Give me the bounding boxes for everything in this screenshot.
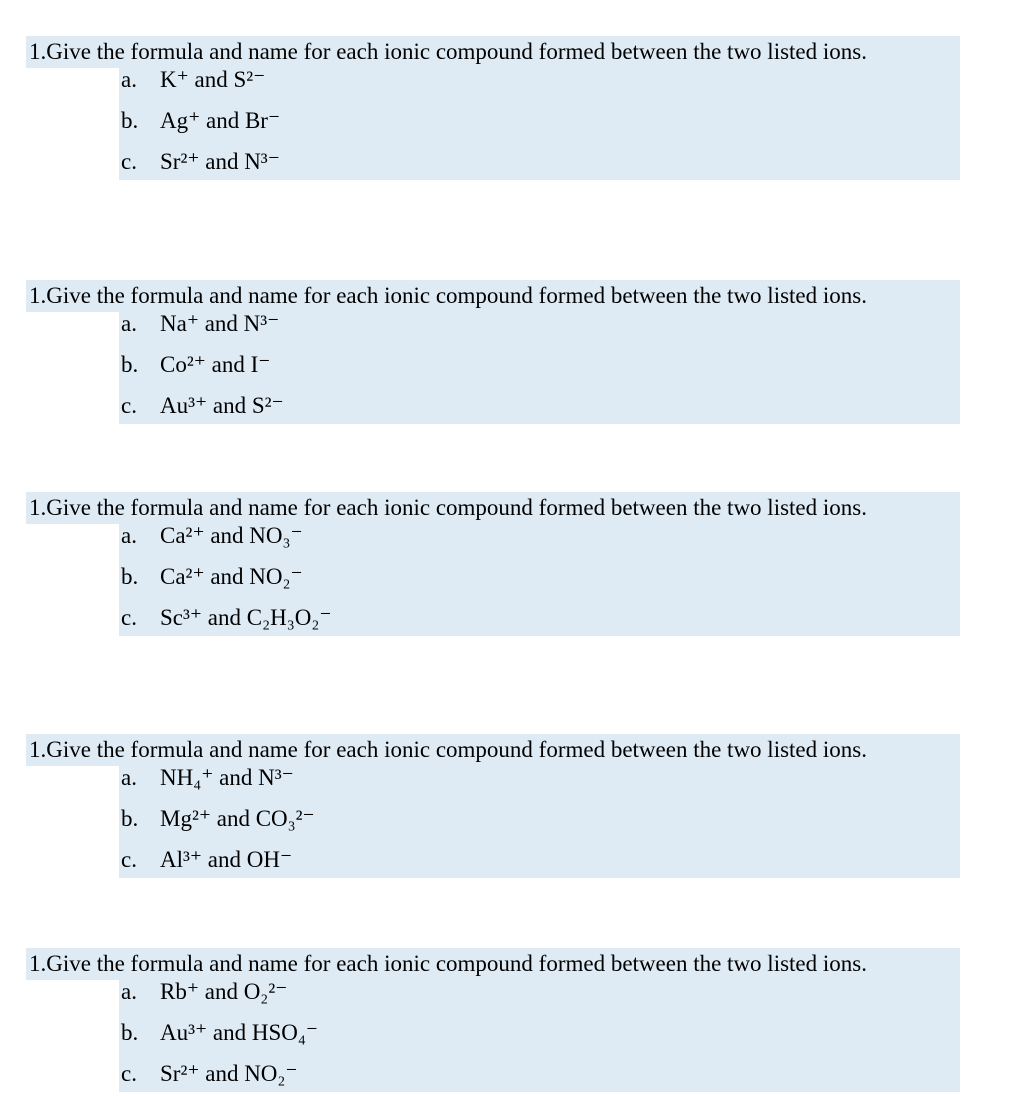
item-text: Sr²⁺ and N³⁻: [160, 149, 280, 174]
question-items: [119, 980, 960, 1092]
question-1: [26, 36, 960, 180]
list-item: [119, 98, 960, 139]
item-letter: a.: [121, 765, 137, 790]
list-item: [119, 342, 960, 383]
item-letter: b.: [121, 564, 139, 589]
item-text: Ca²⁺ and NO₂⁻: [160, 564, 303, 589]
list-item: [119, 980, 960, 1010]
item-text: Mg²⁺ and CO₃²⁻: [160, 806, 315, 831]
item-text: Ag⁺ and Br⁻: [160, 108, 281, 133]
question-4: [26, 734, 960, 878]
question-items: [119, 312, 960, 424]
question-heading: 1.Give the formula and name for each ionic compound formed between the two listed ions.: [26, 280, 960, 312]
question-5: [26, 948, 960, 1092]
item-letter: b.: [121, 1020, 139, 1045]
list-item: [119, 1051, 960, 1092]
list-item: [119, 796, 960, 837]
item-text: K⁺ and S²⁻: [160, 67, 266, 92]
item-text: Al³⁺ and OH⁻: [160, 847, 293, 872]
question-items: [119, 524, 960, 636]
item-letter: c.: [121, 393, 137, 418]
list-item: [119, 312, 960, 342]
list-item: [119, 837, 960, 878]
item-letter: c.: [121, 149, 137, 174]
item-letter: b.: [121, 806, 139, 831]
list-item: [119, 766, 960, 796]
item-letter: a.: [121, 979, 137, 1004]
item-letter: b.: [121, 352, 139, 377]
item-letter: c.: [121, 1061, 137, 1086]
list-item: [119, 383, 960, 424]
question-2: [26, 280, 960, 424]
item-text: Ca²⁺ and NO₃⁻: [160, 523, 303, 548]
item-text: Sc³⁺ and C₂H₃O₂⁻: [160, 605, 332, 630]
item-text: NH₄⁺ and N³⁻: [160, 765, 294, 790]
list-item: [119, 595, 960, 636]
question-3: [26, 492, 960, 636]
item-text: Au³⁺ and HSO₄⁻: [160, 1020, 319, 1045]
item-letter: a.: [121, 523, 137, 548]
question-heading: 1.Give the formula and name for each ionic compound formed between the two listed ions.: [26, 948, 960, 980]
item-letter: a.: [121, 311, 137, 336]
list-item: [119, 68, 960, 98]
item-text: Au³⁺ and S²⁻: [160, 393, 284, 418]
item-letter: a.: [121, 67, 137, 92]
item-letter: c.: [121, 847, 137, 872]
item-letter: b.: [121, 108, 139, 133]
item-letter: c.: [121, 605, 137, 630]
list-item: [119, 524, 960, 554]
question-items: [119, 68, 960, 180]
list-item: [119, 1010, 960, 1051]
item-text: Co²⁺ and I⁻: [160, 352, 271, 377]
question-heading: 1.Give the formula and name for each ionic compound formed between the two listed ions.: [26, 492, 960, 524]
question-heading: 1.Give the formula and name for each ionic compound formed between the two listed ions.: [26, 36, 960, 68]
question-heading: 1.Give the formula and name for each ionic compound formed between the two listed ions.: [26, 734, 960, 766]
item-text: Na⁺ and N³⁻: [160, 311, 280, 336]
item-text: Rb⁺ and O₂²⁻: [160, 979, 288, 1004]
question-items: [119, 766, 960, 878]
item-text: Sr²⁺ and NO₂⁻: [160, 1061, 298, 1086]
list-item: [119, 554, 960, 595]
list-item: [119, 139, 960, 180]
